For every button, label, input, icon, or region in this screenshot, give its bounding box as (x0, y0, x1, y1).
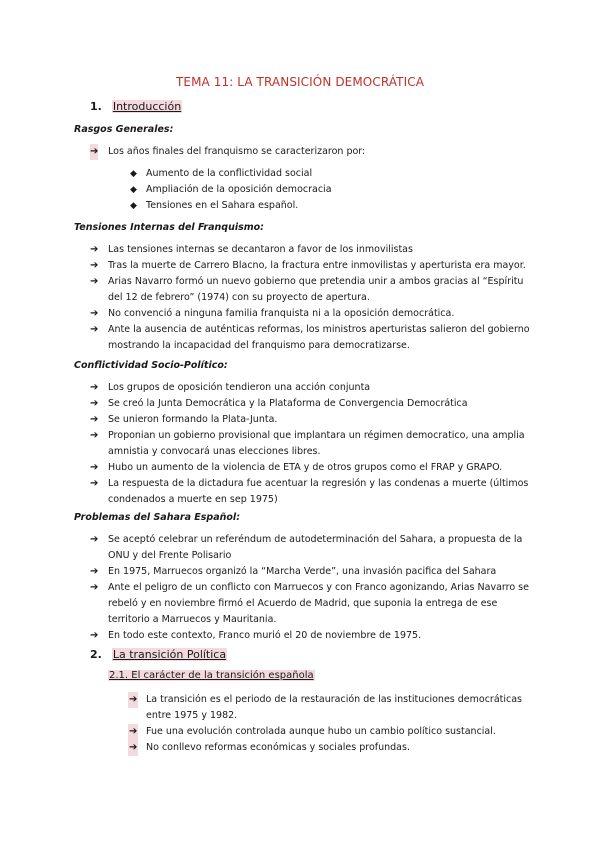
bullet-text: Hubo un aumento de la violencia de ETA y de otros grupos como el FRAP y GRAPO. (108, 462, 503, 473)
arrow-icon: ➔ (90, 324, 99, 335)
subheading-sahara: Problemas del Sahara Español: (74, 512, 240, 523)
bullet-text: Los grupos de oposición tendieron una acción conjunta (108, 382, 371, 393)
diamond-item (130, 182, 332, 198)
bullet-text: Tras la muerte de Carrero Blacno, la fractura entre inmovilistas y aperturista era mayor. (108, 260, 526, 271)
section-label: Introducción (112, 100, 182, 113)
subsection-2-1-heading: 2.1. El carácter de la transición española (109, 670, 314, 681)
bullet-text: Ante el peligro de un conflicto con Marruecos y con Franco agonizando, Arias Navarro se rebeló y en noviembre firmó el Acuerdo de Madrid, que suponia la entrega de ese territorio a Marruecos y Mauritania. (108, 582, 529, 625)
arrow-icon: ➔ (90, 244, 99, 255)
bullet-item (90, 532, 530, 564)
subheading-tensiones: Tensiones Internas del Franquismo: (74, 222, 264, 233)
arrow-icon: ➔ (90, 260, 99, 271)
arrow-icon: ➔ (90, 382, 99, 393)
arrow-icon: ➔ (90, 398, 99, 409)
diamond-icon: ◆ (130, 201, 137, 211)
bullet-item (128, 724, 528, 740)
bullet-text: Arias Navarro formó un nuevo gobierno que pretendia unir a ambos gracias al “Espíritu del 12 de febrero” (1974) con su proyecto de apertura. (108, 276, 524, 303)
diamond-icon: ◆ (130, 185, 137, 195)
bullet-item (90, 428, 530, 460)
arrow-icon: ➔ (90, 534, 99, 545)
page-title: TEMA 11: LA TRANSICIÓN DEMOCRÁTICA (175, 75, 425, 89)
bullet-text: Se aceptó celebrar un referéndum de autodeterminación del Sahara, a propuesta de la ONU y del Frente Polisario (108, 534, 523, 561)
bullet-text: Proponian un gobierno provisional que implantara un régimen democratico, una amplia amnistia y convocará unas elecciones libres. (108, 430, 525, 457)
bullet-item (90, 306, 530, 322)
arrow-icon: ➔ (128, 724, 138, 740)
bullet-item (90, 396, 530, 412)
bullet-item (90, 258, 530, 274)
arrow-icon: ➔ (90, 582, 99, 593)
bullet-rasgos-intro (90, 144, 530, 160)
bullet-item (128, 692, 528, 724)
bullet-text: Se unieron formando la Plata-Junta. (108, 414, 278, 425)
item-text: Tensiones en el Sahara español. (146, 200, 299, 211)
subheading-conflictividad: Conflictividad Socio-Político: (74, 360, 228, 371)
bullet-text: La transición es el periodo de la restauración de las instituciones democráticas entre 1975 y 1982. (146, 694, 523, 721)
section-number: 1. (90, 100, 102, 113)
diamond-item (130, 198, 298, 214)
section-label: La transición Política (112, 648, 227, 661)
bullet-text: En 1975, Marruecos organizó la “Marcha Verde”, una invasión pacifica del Sahara (108, 566, 497, 577)
bullet-text: Los años finales del franquismo se caracterizaron por: (108, 146, 366, 157)
bullet-item (90, 322, 530, 354)
section-2-heading (90, 648, 227, 661)
bullet-item (90, 274, 530, 306)
bullet-item (90, 628, 530, 644)
bullet-text: No conllevo reformas económicas y sociales profundas. (146, 742, 410, 753)
section-1-heading (90, 100, 182, 113)
bullet-text: En todo este contexto, Franco murió el 20 de noviembre de 1975. (108, 630, 422, 641)
arrow-icon: ➔ (128, 740, 138, 756)
bullet-item (90, 412, 530, 428)
arrow-icon: ➔ (90, 478, 99, 489)
bullet-text: Las tensiones internas se decantaron a favor de los inmovilistas (108, 244, 413, 255)
bullet-item (90, 380, 530, 396)
bullet-text: No convenció a ninguna familia franquista ni a la oposición democrática. (108, 308, 455, 319)
bullet-text: Ante la ausencia de auténticas reformas, los ministros aperturistas salieron del gobierno mostrando la incapacidad del franquismo para democratizarse. (108, 324, 530, 351)
item-text: Aumento de la conflictividad social (146, 168, 313, 179)
arrow-icon: ➔ (90, 566, 99, 577)
bullet-item (90, 476, 530, 508)
arrow-icon: ➔ (90, 630, 99, 641)
arrow-icon: ➔ (128, 692, 138, 708)
bullet-item (90, 564, 530, 580)
arrow-icon: ➔ (90, 308, 99, 319)
section-number: 2. (90, 648, 102, 661)
arrow-icon: ➔ (90, 276, 99, 287)
item-text: Ampliación de la oposición democracia (146, 184, 332, 195)
bullet-text: Fue una evolución controlada aunque hubo un cambio político sustancial. (146, 726, 496, 737)
arrow-icon: ➔ (90, 414, 99, 425)
bullet-text: La respuesta de la dictadura fue acentuar la regresión y las condenas a muerte (últimos condenados a muerte en sep 1975) (108, 478, 529, 505)
bullet-item (90, 580, 530, 628)
bullet-text: Se creó la Junta Democrática y la Plataforma de Convergencia Democrática (108, 398, 468, 409)
arrow-icon: ➔ (90, 462, 99, 473)
subheading-rasgos: Rasgos Generales: (74, 124, 174, 135)
arrow-icon: ➔ (90, 430, 99, 441)
bullet-item (90, 460, 530, 476)
arrow-icon: ➔ (90, 144, 98, 160)
bullet-item (90, 242, 530, 258)
bullet-item (128, 740, 528, 756)
diamond-icon: ◆ (130, 169, 137, 179)
diamond-item (130, 166, 312, 182)
